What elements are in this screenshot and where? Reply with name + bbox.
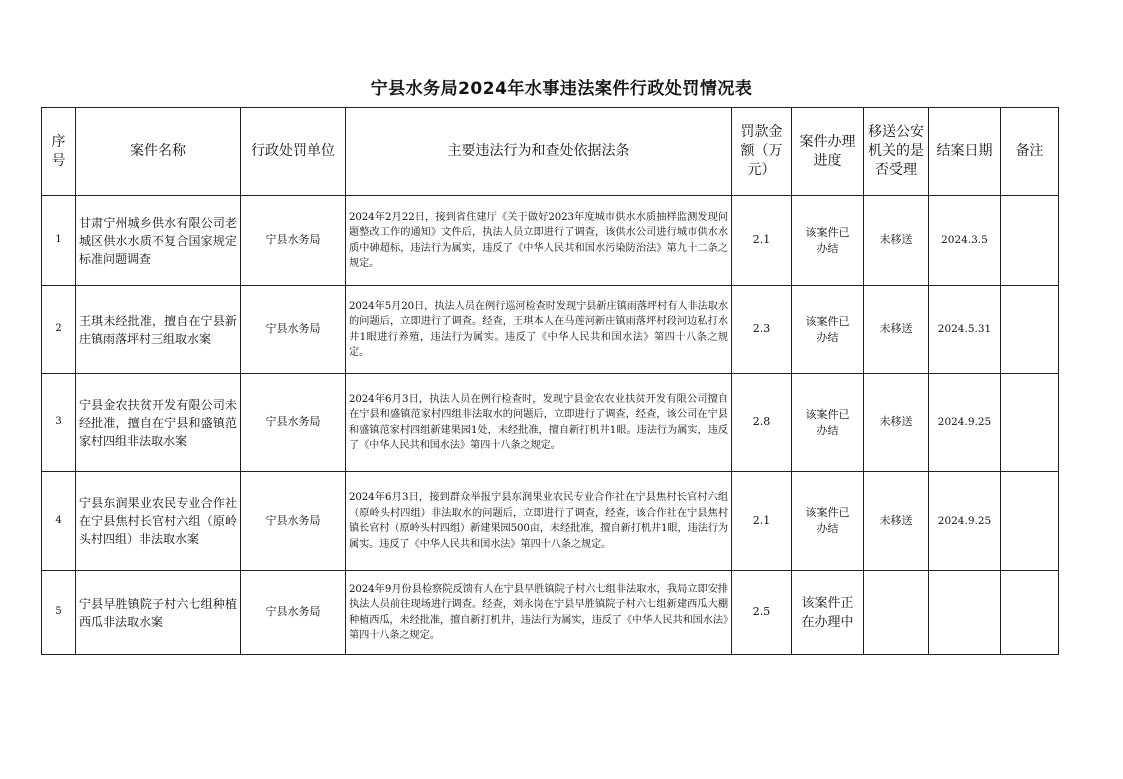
table-row (42, 374, 1059, 472)
row-amount: 2.8 (732, 374, 792, 472)
row-date: 2024.9.25 (929, 472, 1001, 571)
penalty-table (41, 107, 1059, 655)
row-case-name: 宁县东润果业农民专业合作社在宁县焦村长官村六组（原岭头村四组）非法取水案 (76, 472, 241, 571)
table-row (42, 286, 1059, 374)
row-description: 2024年2月22日，接到省住建厅《关于做好2023年度城市供水水质抽样监测发现问题整改工作的通知》文件后，执法人员立即进行了调查，该供水公司进行城市供水水质中砷超标，违法行为属实，违反了《中华人民共和国水污染防治法》第九十二条之规定。 (346, 196, 732, 286)
row-case-name: 王琪未经批准，擅自在宁县新庄镇雨落坪村三组取水案 (76, 286, 241, 374)
row-description: 2024年6月3日，执法人员在例行检查时，发现宁县金农农业扶贫开发有限公司擅自在宁县和盛镇范家村四组非法取水的问题后，立即进行了调查，经查，该公司在宁县和盛镇范家村四组新建果园1处，未经批准，擅自新打机井1眼。违法行为属实，违反了《中华人民共和国水法》第四十八条之规定。 (346, 374, 732, 472)
row-progress: 该案件已办结 (792, 472, 864, 571)
row-index: 3 (42, 374, 76, 472)
row-date (929, 571, 1001, 655)
header-police: 移送公安机关的是否受理 (864, 108, 929, 196)
row-case-name: 宁县早胜镇院子村六七组种植西瓜非法取水案 (76, 571, 241, 655)
row-amount: 2.3 (732, 286, 792, 374)
row-unit: 宁县水务局 (241, 286, 346, 374)
row-case-name: 宁县金农扶贫开发有限公司未经批准，擅自在宁县和盛镇范家村四组非法取水案 (76, 374, 241, 472)
row-unit: 宁县水务局 (241, 472, 346, 571)
row-progress: 该案件已办结 (792, 196, 864, 286)
row-progress: 该案件已办结 (792, 286, 864, 374)
row-progress: 该案件已办结 (792, 374, 864, 472)
row-amount: 2.1 (732, 472, 792, 571)
table-row (42, 472, 1059, 571)
row-police: 未移送 (864, 374, 929, 472)
header-note: 备注 (1001, 108, 1059, 196)
row-note (1001, 196, 1059, 286)
row-note (1001, 571, 1059, 655)
row-amount: 2.5 (732, 571, 792, 655)
table-row (42, 571, 1059, 655)
header-amount: 罚款金额（万元） (732, 108, 792, 196)
table-row (42, 196, 1059, 286)
row-case-name: 甘肃宁州城乡供水有限公司老城区供水水质不复合国家规定标准问题调查 (76, 196, 241, 286)
header-progress: 案件办理进度 (792, 108, 864, 196)
header-date: 结案日期 (929, 108, 1001, 196)
header-unit: 行政处罚单位 (241, 108, 346, 196)
row-date: 2024.3.5 (929, 196, 1001, 286)
row-description: 2024年6月3日，接到群众举报宁县东润果业农民专业合作社在宁县焦村长官村六组（原岭头村四组）非法取水的问题后，立即进行了调查，经查，该合作社在宁县焦村镇长官村（原岭头村四组）新建果园500亩，未经批准，擅自新打机井1眼，违法行为属实。违反了《中华人民共和国水法》第四十八条之规定。 (346, 472, 732, 571)
row-index: 2 (42, 286, 76, 374)
row-index: 1 (42, 196, 76, 286)
row-amount: 2.1 (732, 196, 792, 286)
row-date: 2024.5.31 (929, 286, 1001, 374)
row-unit: 宁县水务局 (241, 196, 346, 286)
header-index: 序号 (42, 108, 76, 196)
row-note (1001, 286, 1059, 374)
row-unit: 宁县水务局 (241, 374, 346, 472)
row-description: 2024年9月份县检察院反馈有人在宁县早胜镇院子村六七组非法取水，我局立即安排执法人员前往现场进行调查。经查，刘永岗在宁县早胜镇院子村六七组新建西瓜大棚种植西瓜，未经批准，擅自新打机井，违法行为属实，违反了《中华人民共和国水法》第四十八条之规定。 (346, 571, 732, 655)
row-note (1001, 374, 1059, 472)
header-desc: 主要违法行为和查处依据法条 (346, 108, 732, 196)
header-row (42, 108, 1059, 196)
row-police: 未移送 (864, 286, 929, 374)
row-unit: 宁县水务局 (241, 571, 346, 655)
page-title: 宁县水务局2024年水事违法案件行政处罚情况表 (370, 79, 753, 99)
header-name: 案件名称 (76, 108, 241, 196)
row-index: 4 (42, 472, 76, 571)
row-note (1001, 472, 1059, 571)
row-police: 未移送 (864, 196, 929, 286)
row-progress: 该案件正在办理中 (792, 571, 864, 655)
row-date: 2024.9.25 (929, 374, 1001, 472)
row-index: 5 (42, 571, 76, 655)
row-police: 未移送 (864, 472, 929, 571)
row-description: 2024年5月20日，执法人员在例行巡河检查时发现宁县新庄镇雨落坪村有人非法取水的问题后，立即进行了调查。经查，王琪本人在马莲河新庄镇雨落坪村段河边私打水井1眼进行养殖，违法行为属实。违反了《中华人民共和国水法》第四十八条之规定。 (346, 286, 732, 374)
row-police (864, 571, 929, 655)
